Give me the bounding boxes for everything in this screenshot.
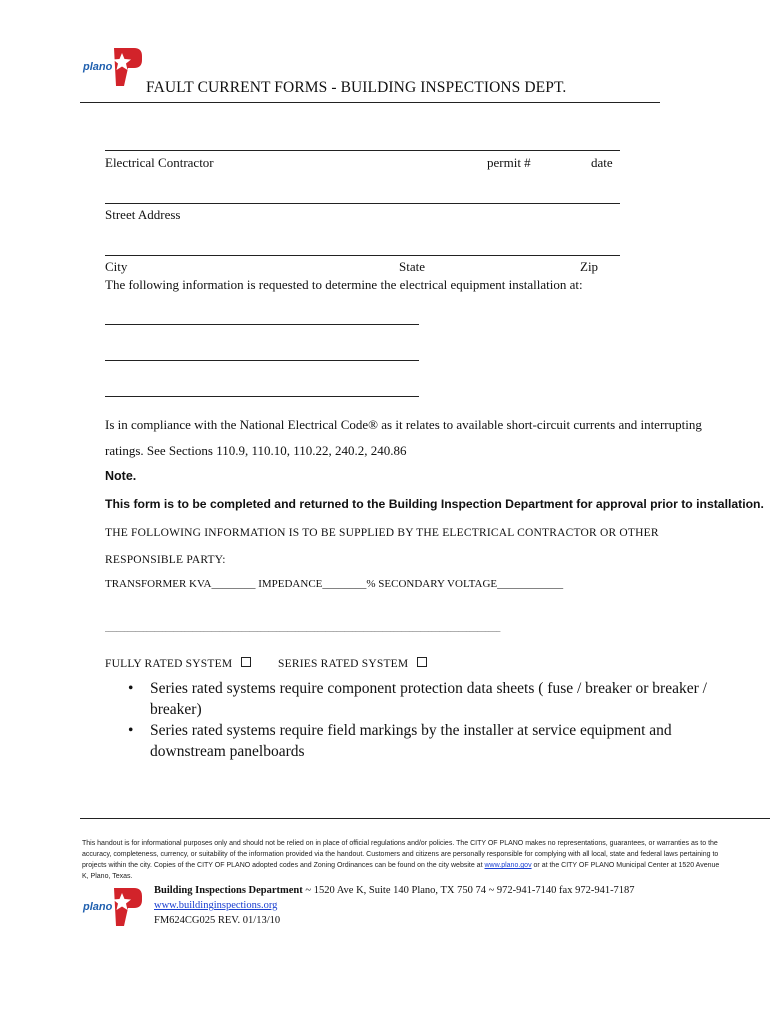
contractor-line[interactable] — [105, 150, 620, 151]
website-link[interactable]: www.buildinginspections.org — [154, 900, 278, 911]
series-rated-label: SERIES RATED SYSTEM — [278, 658, 409, 670]
footer-logo-text: plano — [83, 901, 113, 913]
dept-name: Building Inspections Department — [154, 885, 303, 896]
title-underline — [80, 102, 660, 103]
bullet-dot-icon: • — [128, 680, 134, 697]
street-address-line[interactable] — [105, 203, 620, 204]
location-line-3[interactable] — [105, 396, 419, 397]
dept-address: ~ 1520 Ave K, Suite 140 Plano, TX 750 74 ~ 972-941-7140 fax 972-941-7187 — [302, 885, 635, 896]
supply-info-line1: THE FOLLOWING INFORMATION IS TO BE SUPPLIED BY THE ELECTRICAL CONTRACTOR OR OTHER — [105, 527, 659, 539]
request-text: The following information is requested to determine the electrical equipment installation at: — [105, 277, 583, 292]
plano-gov-link[interactable]: www.plano.gov — [484, 862, 532, 869]
form-number: FM624CG025 REV. 01/13/10 — [154, 915, 281, 926]
footer-logo — [80, 884, 150, 928]
location-line-2[interactable] — [105, 360, 419, 361]
fully-rated-option[interactable] — [105, 657, 251, 670]
bullet-text-1: Series rated systems require component protection data sheets ( fuse / breaker or breaker / breaker) — [150, 680, 707, 718]
city-label: City — [105, 259, 128, 274]
date-label: date — [591, 155, 613, 170]
location-line-1[interactable] — [105, 324, 419, 325]
separator-line: ________________________________________________________________________________________________________ — [105, 624, 501, 633]
permit-label: permit # — [487, 155, 531, 170]
bullet-dot-icon: • — [128, 722, 134, 739]
compliance-text-line1: Is in compliance with the National Electrical Code® as it relates to available short-circuit currents and interrupting — [105, 417, 702, 432]
street-address-label: Street Address — [105, 207, 181, 222]
bullet-text-2: Series rated systems require field markings by the installer at service equipment and downstream panelboards — [150, 722, 672, 760]
footer-dept-line — [154, 885, 635, 896]
plano-logo-text: plano — [83, 61, 113, 73]
compliance-text-line2: ratings. See Sections 110.9, 110.10, 110.22, 240.2, 240.86 — [105, 443, 407, 458]
note-label: Note. — [105, 469, 137, 483]
city-state-zip-line[interactable] — [105, 255, 620, 256]
transformer-fields[interactable]: TRANSFORMER KVA________ IMPEDANCE________% SECONDARY VOLTAGE____________ — [105, 578, 564, 590]
zip-label: Zip — [580, 259, 599, 274]
state-label: State — [399, 259, 425, 274]
series-rated-option[interactable] — [278, 657, 427, 670]
footer-rule — [80, 818, 770, 819]
supply-info-line2: RESPONSIBLE PARTY: — [105, 554, 226, 566]
series-rated-checkbox[interactable] — [417, 657, 427, 667]
fully-rated-label: FULLY RATED SYSTEM — [105, 658, 233, 670]
electrical-contractor-label: Electrical Contractor — [105, 155, 214, 170]
bullet-item-1 — [128, 678, 748, 720]
plano-logo — [80, 44, 150, 88]
note-text: This form is to be completed and returned to the Building Inspection Department for approval prior to installation. — [105, 497, 764, 511]
fully-rated-checkbox[interactable] — [241, 657, 251, 667]
page-title: FAULT CURRENT FORMS - BUILDING INSPECTIONS DEPT. — [146, 79, 567, 96]
footer-disclaimer: This handout is for informational purposes only and should not be relied on in place of official regulations and/or policies. The CITY OF PLANO makes no representations, guarantees, or warranties as to the accuracy, completeness, currency, or suitability of the information provided via the handout. Customers and citizens are personally responsible for complying with all local, state and federal laws pertaining to projects within the city. Copies of the CITY OF PLANO adopted codes and Zoning Ordinances can be found on the city website at www.plano.gov or at the CITY OF PLANO Municipal Center at 1520 Avenue K, Plano, Texas. — [82, 840, 720, 880]
bullet-item-2 — [128, 720, 748, 762]
